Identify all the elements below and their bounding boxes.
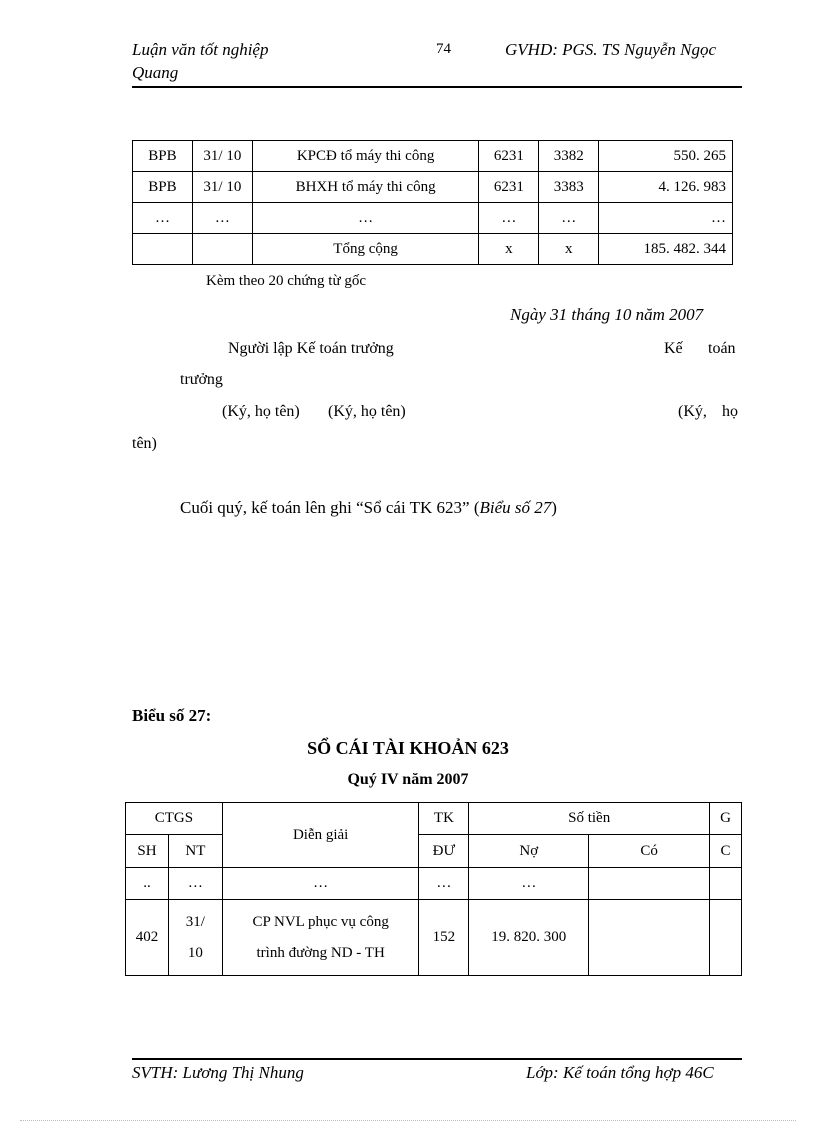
header-debit: Nợ: [469, 835, 589, 868]
cell-desc-line2: trình đường ND - TH: [256, 944, 385, 961]
cell-type: BPB: [133, 172, 193, 203]
header-credit: Có: [589, 835, 710, 868]
cell-credit-acc: 3382: [539, 141, 599, 172]
cell-debit-acc: x: [479, 234, 539, 265]
quarter-note: [180, 498, 557, 518]
cell-desc: …: [222, 868, 419, 900]
cell-desc: BHXH tổ máy thi công: [252, 172, 479, 203]
table-header-row: [126, 835, 742, 868]
cell-tk: …: [419, 868, 469, 900]
cell-desc-line1: CP NVL phục vụ công: [252, 913, 389, 930]
sign-hint-continued: tên): [132, 435, 157, 452]
cell-date: 31/ 10: [192, 172, 252, 203]
cell-nt: [168, 900, 222, 976]
cell-amount: 4. 126. 983: [599, 172, 733, 203]
cell-debit: …: [469, 868, 589, 900]
cell-credit-acc: 3383: [539, 172, 599, 203]
cell-credit: [589, 900, 710, 976]
sign-hint-1: (Ký, họ tên): [222, 403, 300, 420]
signature-roles: Người lập Kế toán trưởng: [228, 340, 394, 357]
sign-hint-2: (Ký, họ tên): [328, 403, 406, 420]
cell-desc: Tổng cộng: [252, 234, 479, 265]
header-rule: [132, 86, 742, 88]
cell-desc: …: [252, 203, 479, 234]
header-left-line1: Luận văn tốt nghiệp: [132, 40, 269, 59]
cell-type: BPB: [133, 141, 193, 172]
cell-gc: [709, 900, 741, 976]
cell-nt-line1: 31/: [185, 913, 205, 930]
table-row: [133, 203, 733, 234]
header-ctgs: CTGS: [126, 803, 223, 835]
cell-debit: 19. 820. 300: [469, 900, 589, 976]
cell-credit: [589, 868, 710, 900]
cell-nt-line2: 10: [187, 944, 203, 961]
table-row: [126, 868, 742, 900]
ledger-table-623: [125, 802, 742, 976]
header-sh: SH: [126, 835, 169, 868]
quarter-note-text: Cuối quý, kế toán lên ghi “Sổ cái TK 623” (: [180, 498, 480, 517]
header-left-line2: Quang: [132, 63, 179, 82]
quarter-note-end: ): [551, 498, 557, 517]
cell-debit-acc: …: [479, 203, 539, 234]
header-tk: TK: [419, 803, 469, 835]
cell-credit-acc: x: [539, 234, 599, 265]
attachment-note: Kèm theo 20 chứng từ gốc: [206, 273, 366, 289]
table-header-row: [126, 803, 742, 835]
cell-gc: [709, 868, 741, 900]
table-row: [133, 141, 733, 172]
ledger-table-top: [132, 140, 733, 265]
sign-hint-3: (Ký,: [678, 403, 707, 420]
header-c: C: [709, 835, 741, 868]
footer-left: SVTH: Lương Thị Nhung: [132, 1063, 304, 1082]
header-description: Diễn giải: [222, 803, 419, 868]
cell-debit-acc: 6231: [479, 172, 539, 203]
ledger-subtitle: Quý IV năm 2007: [347, 771, 469, 788]
table-row-total: [133, 234, 733, 265]
quarter-note-ref: Biểu số 27: [479, 498, 552, 517]
cell-debit-acc: 6231: [479, 141, 539, 172]
cell-amount: 550. 265: [599, 141, 733, 172]
table-row: [133, 172, 733, 203]
page-number: 74: [436, 41, 451, 57]
date-line: Ngày 31 tháng 10 năm 2007: [510, 305, 704, 324]
header-du: ĐƯ: [419, 835, 469, 868]
table-row: [126, 900, 742, 976]
header-g: G: [709, 803, 741, 835]
cell-date: 31/ 10: [192, 141, 252, 172]
footer-right: Lớp: Kế toán tổng hợp 46C: [526, 1063, 714, 1082]
signature-role-ke: Kế: [664, 340, 683, 357]
header-right: GVHD: PGS. TS Nguyễn Ngọc: [505, 40, 717, 59]
cell-tk: 152: [419, 900, 469, 976]
header-nt: NT: [168, 835, 222, 868]
cell-nt: …: [168, 868, 222, 900]
header-amount: Số tiền: [469, 803, 710, 835]
cell-date: [192, 234, 252, 265]
ledger-title: SỔ CÁI TÀI KHOẢN 623: [307, 738, 509, 758]
cell-sh: 402: [126, 900, 169, 976]
page-bottom-dotted-line: [20, 1120, 796, 1121]
cell-sh: ..: [126, 868, 169, 900]
cell-credit-acc: …: [539, 203, 599, 234]
cell-type: …: [133, 203, 193, 234]
cell-type: [133, 234, 193, 265]
figure-label: Biểu số 27:: [132, 706, 212, 725]
cell-desc: [222, 900, 419, 976]
cell-desc: KPCĐ tổ máy thi công: [252, 141, 479, 172]
cell-amount: …: [599, 203, 733, 234]
footer-rule: [132, 1058, 742, 1060]
signature-role-continued: trưởng: [180, 371, 223, 388]
sign-hint-3b: họ: [722, 403, 738, 420]
cell-amount: 185. 482. 344: [599, 234, 733, 265]
signature-role-toan: toán: [708, 340, 736, 357]
cell-date: …: [192, 203, 252, 234]
